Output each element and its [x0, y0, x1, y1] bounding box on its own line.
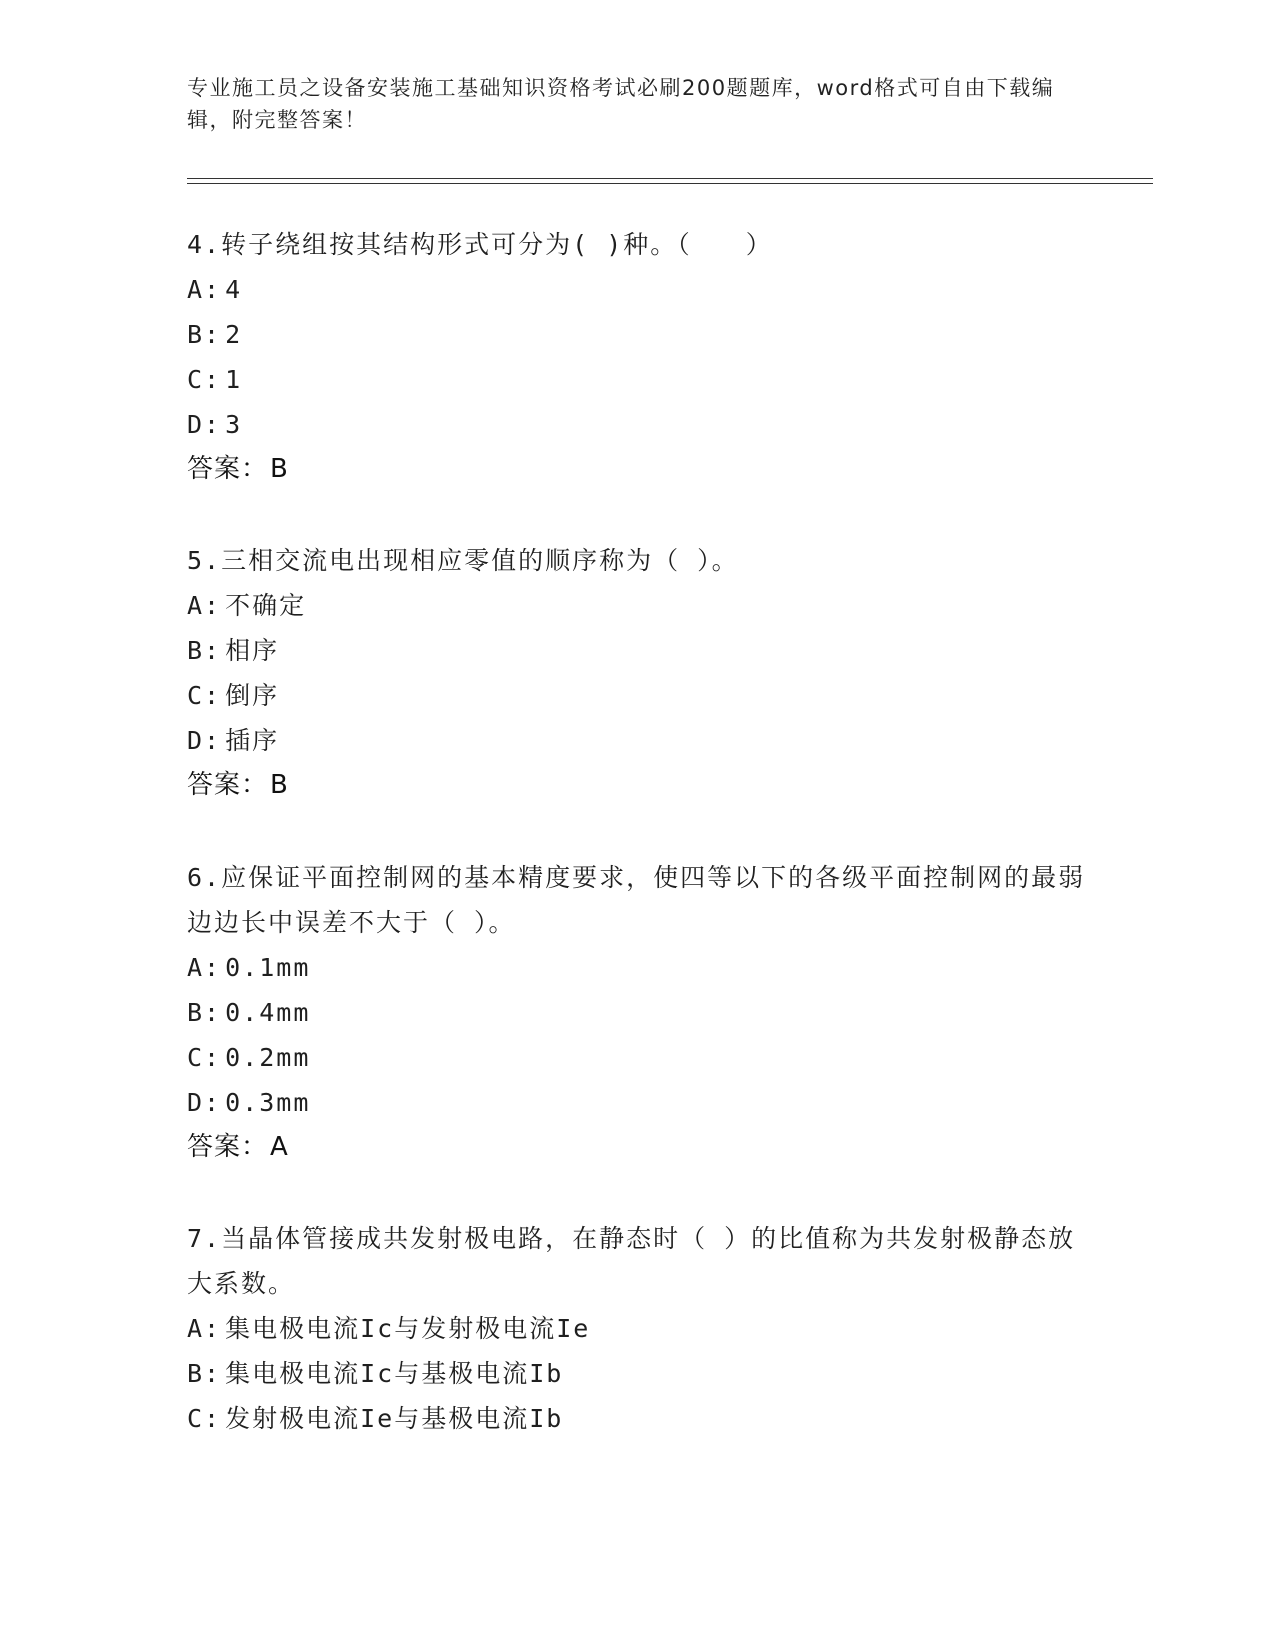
option-key: D: — [187, 726, 222, 755]
answer-value: B — [270, 454, 289, 484]
answer-line — [187, 1125, 1087, 1169]
answer-line — [187, 447, 1087, 491]
option-value: 发射极电流Ie与基极电流Ib — [225, 1404, 564, 1433]
question-7 — [187, 1216, 1087, 1441]
option-value: 不确定 — [225, 591, 307, 620]
option-b — [187, 312, 1087, 357]
option-key: C: — [187, 1043, 222, 1072]
option-value: 0.2mm — [225, 1043, 311, 1072]
option-key: A: — [187, 1314, 222, 1343]
option-value: 插序 — [225, 726, 280, 755]
option-value: 0.3mm — [225, 1088, 311, 1117]
option-a — [187, 945, 1087, 990]
option-d — [187, 402, 1087, 447]
option-value: 集电极电流Ic与基极电流Ib — [225, 1359, 564, 1388]
option-b — [187, 990, 1087, 1035]
option-c — [187, 1035, 1087, 1080]
option-key: D: — [187, 410, 222, 439]
option-key: B: — [187, 320, 222, 349]
option-d — [187, 718, 1087, 763]
option-key: B: — [187, 998, 222, 1027]
document-header: 专业施工员之设备安装施工基础知识资格考试必刷200题题库，word格式可自由下载编辑，附完整答案！ — [187, 76, 1055, 132]
option-b — [187, 628, 1087, 673]
question-4 — [187, 222, 1087, 491]
option-value: 2 — [225, 320, 243, 349]
option-key: C: — [187, 681, 222, 710]
option-key: A: — [187, 953, 222, 982]
option-key: B: — [187, 1359, 222, 1388]
question-stem: 5.三相交流电出现相应零值的顺序称为（ ）。 — [187, 546, 739, 575]
option-value: 1 — [225, 365, 243, 394]
option-value: 0.4mm — [225, 998, 311, 1027]
option-key: B: — [187, 636, 222, 665]
option-key: D: — [187, 1088, 222, 1117]
option-a — [187, 267, 1087, 312]
option-c — [187, 673, 1087, 718]
option-value: 4 — [225, 275, 243, 304]
option-value: 3 — [225, 410, 243, 439]
question-6 — [187, 855, 1087, 1169]
option-key: A: — [187, 275, 222, 304]
option-a — [187, 583, 1087, 628]
answer-label: 答案： — [187, 770, 269, 800]
answer-line — [187, 763, 1087, 807]
option-a — [187, 1306, 1087, 1351]
option-b — [187, 1351, 1087, 1396]
question-stem: 7.当晶体管接成共发射极电路，在静态时（ ）的比值称为共发射极静态放大系数。 — [187, 1224, 1076, 1298]
option-c — [187, 357, 1087, 402]
header-divider-bottom — [187, 183, 1153, 184]
answer-value: A — [270, 1132, 289, 1162]
option-value: 相序 — [225, 636, 280, 665]
option-key: C: — [187, 365, 222, 394]
answer-value: B — [270, 770, 289, 800]
answer-label: 答案： — [187, 454, 269, 484]
option-key: C: — [187, 1404, 222, 1433]
option-c — [187, 1396, 1087, 1441]
option-key: A: — [187, 591, 222, 620]
option-d — [187, 1080, 1087, 1125]
header-divider-top — [187, 178, 1153, 179]
question-stem: 6.应保证平面控制网的基本精度要求，使四等以下的各级平面控制网的最弱边边长中误差不大于（ ）。 — [187, 863, 1086, 937]
answer-label: 答案： — [187, 1132, 269, 1162]
option-value: 倒序 — [225, 681, 280, 710]
question-5 — [187, 538, 1087, 807]
question-stem: 4.转子绕组按其结构形式可分为( )种。（ ） — [187, 230, 773, 259]
option-value: 0.1mm — [225, 953, 311, 982]
option-value: 集电极电流Ic与发射极电流Ie — [225, 1314, 591, 1343]
